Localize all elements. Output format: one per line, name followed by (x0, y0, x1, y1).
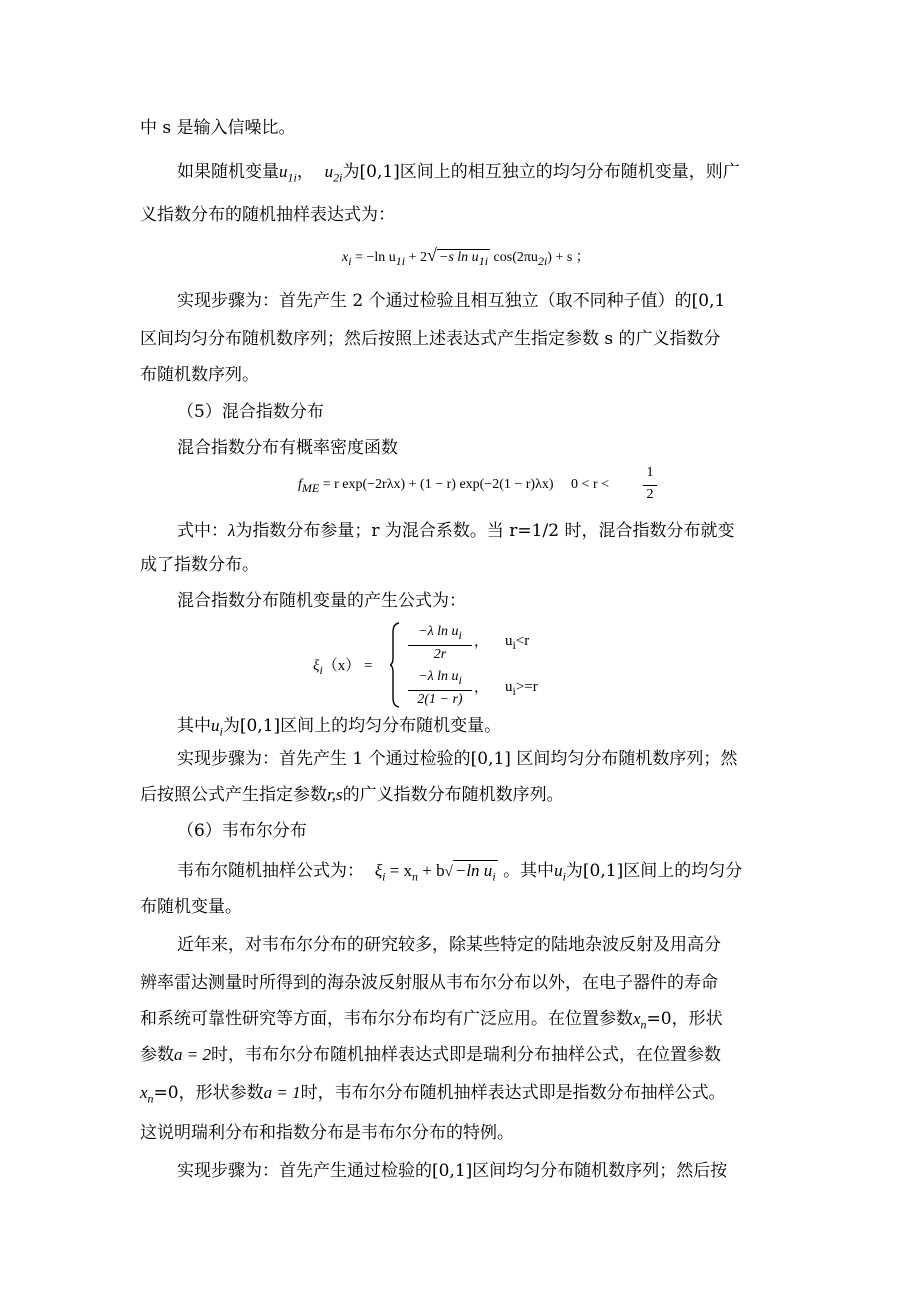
text-line: 如果随机变量$u_{1i}$， $u_{2i}$为[0,1]区间上的相互独立的均匀分布随机变量，则广 (177, 162, 740, 185)
fraction-denominator: 2 (646, 487, 654, 502)
case1-numerator: −λ $\ln u_i$ (418, 624, 462, 642)
symbol-lambda: λ (228, 521, 236, 540)
var-u2i: $u_{2i}$ (324, 162, 343, 185)
case1-comma: ， (474, 635, 488, 650)
left-brace (390, 622, 400, 708)
section-heading: （6）韦布尔分布 (177, 821, 307, 841)
text-line: 辨率雷达测量时所得到的海杂波反射服从韦布尔分布以外，在电子器件的寿命 (140, 973, 718, 993)
text-line: 参数a = 2时，韦布尔分布随机抽样表达式即是瑞利分布抽样公式，在位置参数 (140, 1045, 721, 1065)
case1-denominator: 2r (433, 647, 447, 662)
text-line: 韦布尔随机抽样公式为： $\xi_i = x_n + b√ -\ln$ $u_i$ 。其中$u_i$为[0,1]区间上的均匀分 (177, 861, 743, 884)
case2-numerator: −λ $\ln u_i$ (418, 669, 462, 687)
fraction-bar (643, 485, 657, 486)
case2-condition: $u_i>=r$ (505, 679, 538, 698)
text-line: 实现步骤为：首先产生 2 个通过检验且相互独立（取不同种子值）的[0,1 (177, 291, 726, 311)
text-line: 后按照公式产生指定参数r,s的广义指数分布随机数序列。 (140, 785, 564, 805)
text-line: 实现步骤为：首先产生 1 个通过检验的[0,1] 区间均匀分布随机数序列；然 (177, 749, 738, 769)
case2-denominator: 2(1 − r) (417, 692, 463, 707)
text-line: 这说明瑞利分布和指数分布是韦布尔分布的特例。 (140, 1123, 514, 1143)
text-line: 实现步骤为：首先产生通过检验的[0,1]区间均匀分布随机数序列；然后按 (177, 1161, 728, 1181)
section-heading: （5）混合指数分布 (177, 402, 324, 422)
fraction-bar (408, 645, 472, 646)
piecewise-lhs: $\xi_i(x)$ = (313, 658, 373, 677)
text-line: 其中$u_i$为[0,1]区间上的均匀分布随机变量。 (177, 716, 502, 739)
text-line: 式中：λ为指数分布参量；r 为混合系数。当 r=1/2 时，混合指数分布就变 (177, 521, 735, 541)
fraction-numerator: 1 (646, 465, 654, 480)
text-line: 混合指数分布随机变量的产生公式为： (177, 591, 466, 611)
text-line: 布随机数序列。 (140, 365, 259, 385)
text-line: 近年来，对韦布尔分布的研究较多，除某些特定的陆地杂波反射及用高分 (177, 935, 721, 955)
text-line: 中 s 是输入信噪比。 (140, 118, 296, 138)
var-u1i: $u_{1i}$ (279, 162, 297, 185)
param-rs: r,s (327, 785, 343, 804)
equation-generalized-exponential: $x_i = -\ln$ $u_{1i} + 2√ -s$ $\ln u_{1i}$ $\cos(2\pi u_{2i}) + s$ ； (342, 245, 590, 268)
text-line: 区间均匀分布随机数序列；然后按照上述表达式产生指定参数 s 的广义指数分 (140, 329, 721, 349)
text-line: 和系统可靠性研究等方面，韦布尔分布均有广泛应用。在位置参数$x_n=0$，形状 (140, 1009, 723, 1032)
text-line: 布随机变量。 (140, 897, 242, 917)
equation-mixed-exponential-pdf: $f_{ME} = r$ exp(−2rλx) + (1 − r) exp(−2(1 − r)λx) 0 < r < (298, 477, 609, 495)
text-line: 混合指数分布有概率密度函数 (177, 438, 398, 458)
text-run: 如果随机变量 (177, 162, 279, 182)
text-line: 成了指数分布。 (140, 555, 259, 575)
equation-weibull: $\xi_i = x_n + b√ -\ln$ $u_i$ (374, 861, 496, 884)
case1-condition: $u_i<r$ (505, 633, 530, 652)
text-run: 为[0,1]区间上的相互独立的均匀分布随机变量，则广 (342, 162, 740, 182)
fraction-bar (408, 690, 472, 691)
text-line: 义指数分布的随机抽样表达式为： (140, 205, 395, 225)
case2-comma: ， (474, 681, 488, 696)
text-line: $x_n=0$，形状参数a = 1时，韦布尔分布随机抽样表达式即是指数分布抽样公式。 (140, 1083, 726, 1106)
